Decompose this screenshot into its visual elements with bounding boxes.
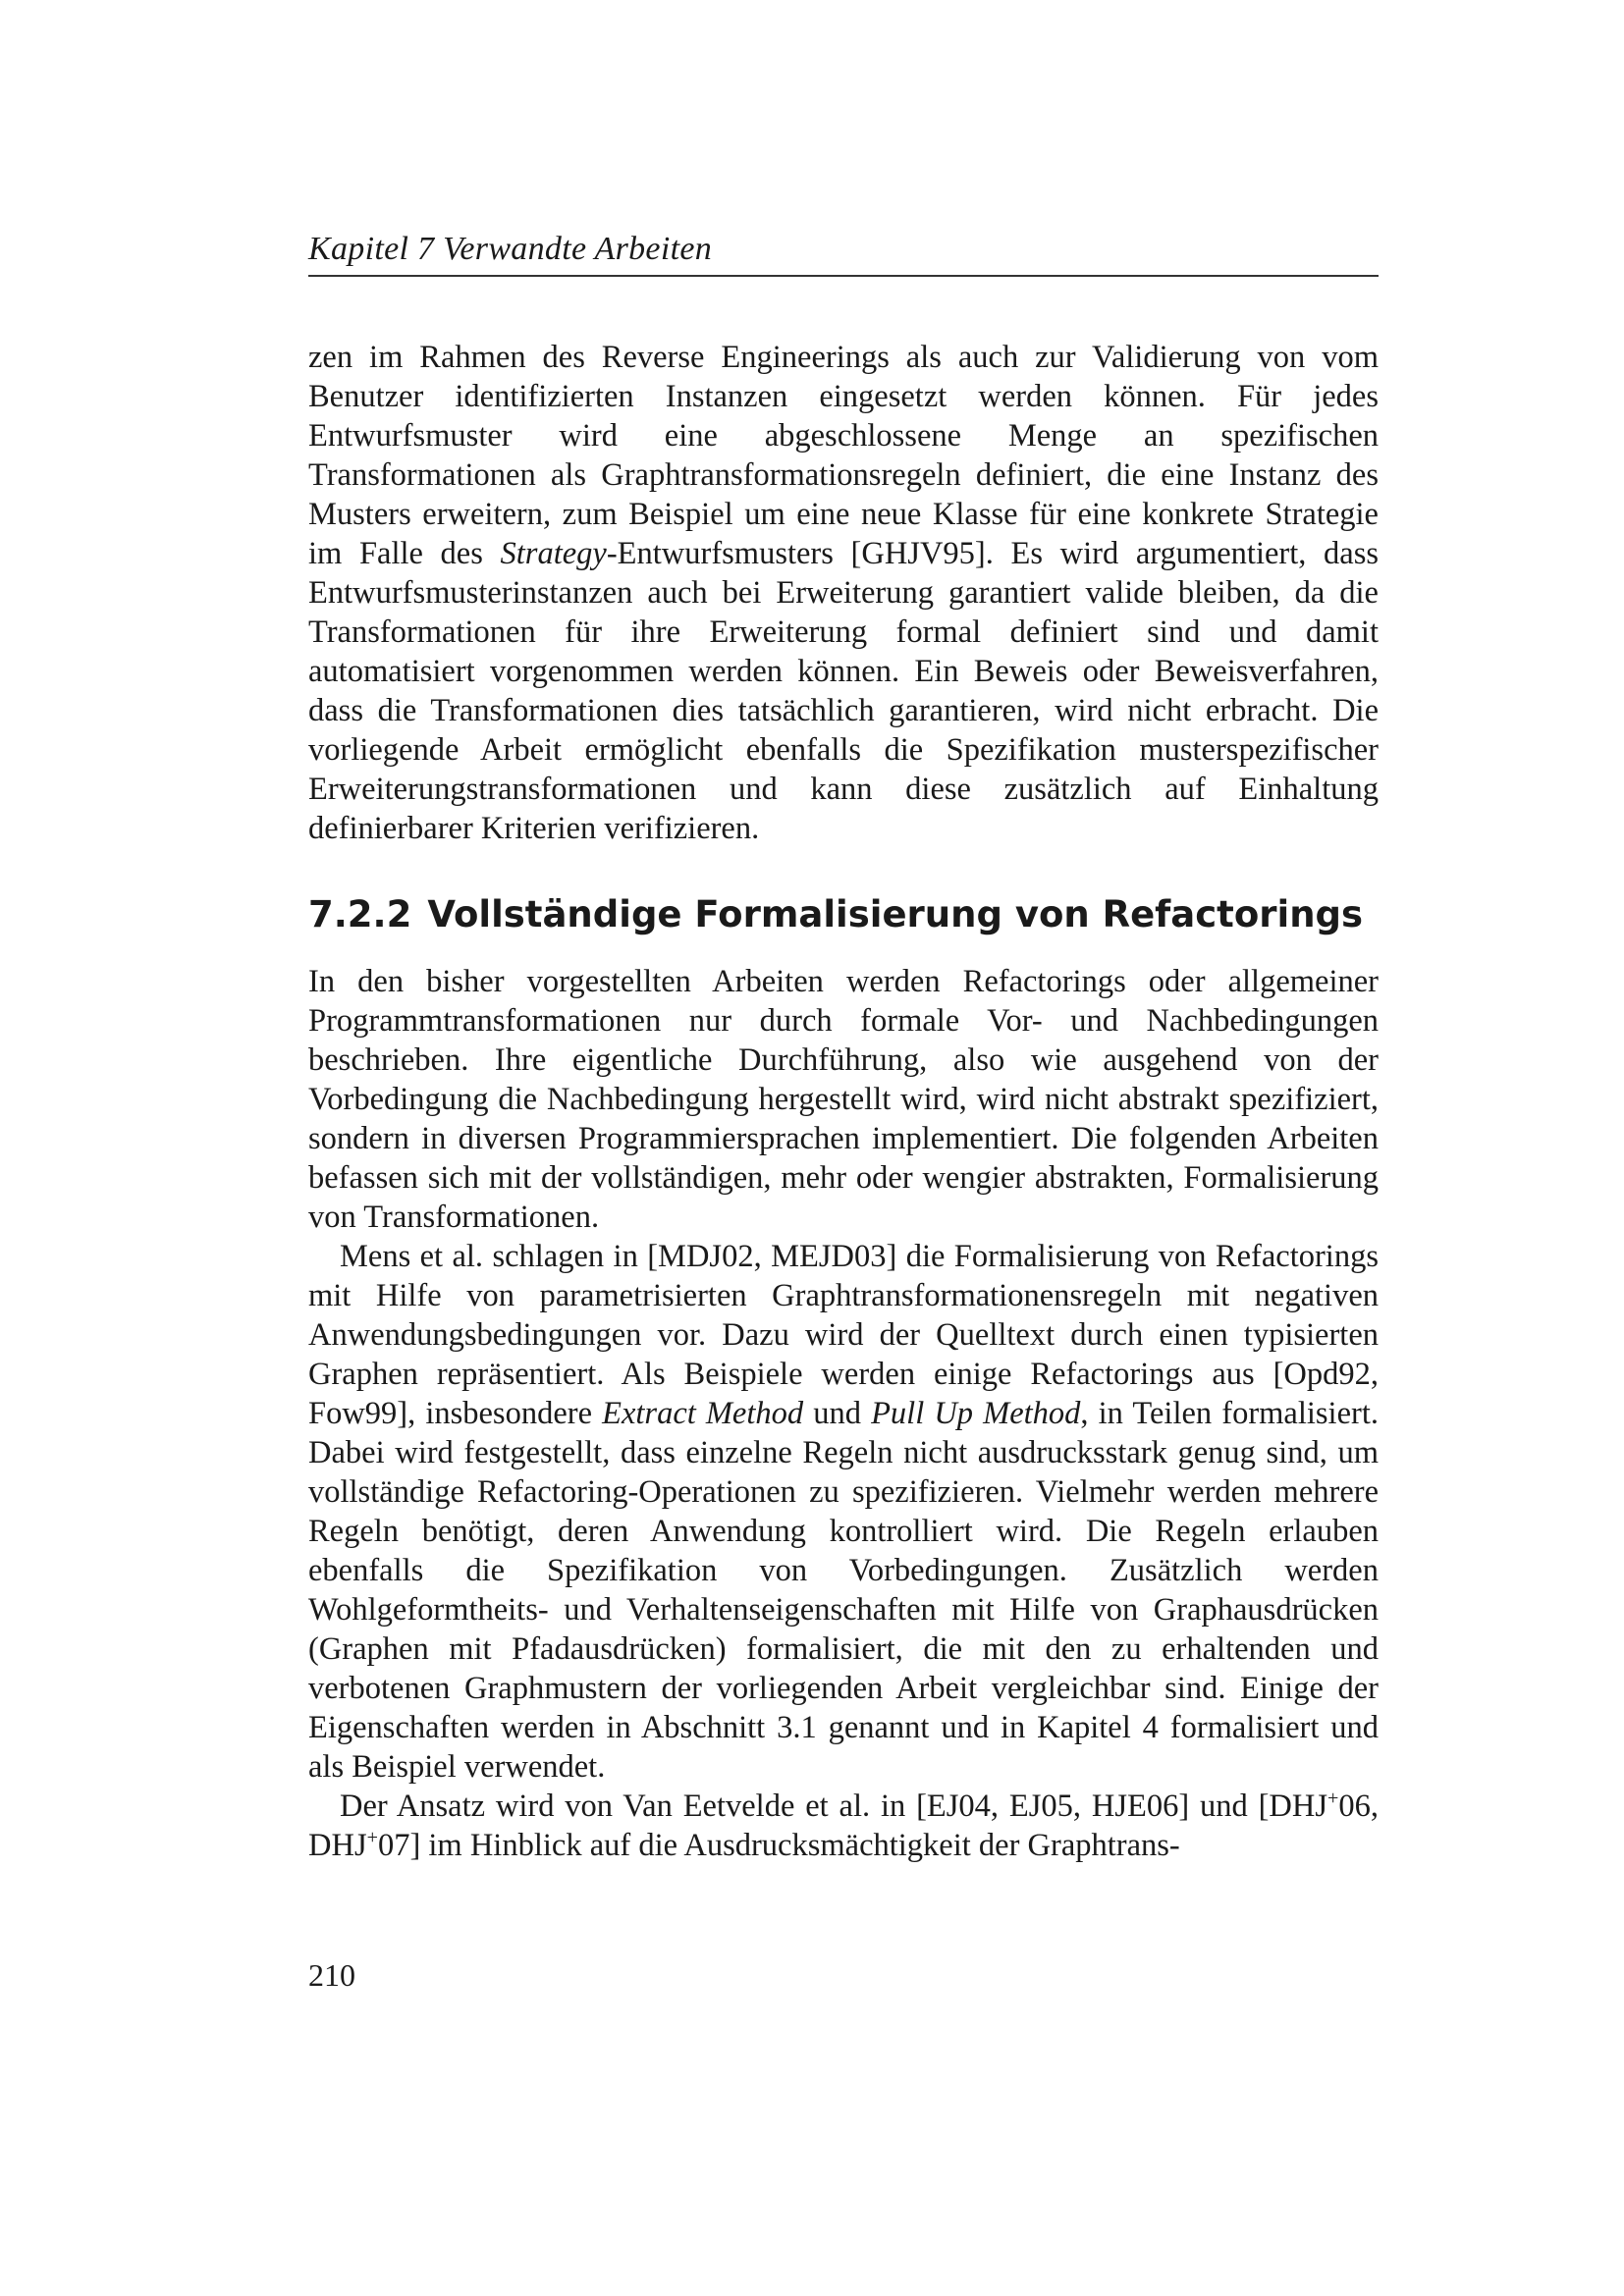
pull-up-method-term: Pull Up Method	[871, 1396, 1081, 1431]
section-heading	[308, 891, 1379, 938]
extract-method-term: Extract Method	[602, 1396, 804, 1431]
paragraph-3-text-b: und	[803, 1396, 872, 1431]
section-number: 7.2.2	[308, 893, 412, 935]
section-title: Vollständige Formalisierung von Refactorings	[427, 893, 1364, 935]
paragraph-4	[308, 1787, 1379, 1865]
strategy-term: Strategy	[500, 536, 607, 571]
paragraph-4-text-c: 07] im Hinblick auf die Ausdrucksmächtigkeit der Graphtrans-	[377, 1828, 1180, 1863]
paragraph-3	[308, 1237, 1379, 1787]
running-head: Kapitel 7 Verwandte Arbeiten	[308, 231, 713, 267]
paragraph-3-text-c: , in Teilen formalisiert. Dabei wird festgestellt, dass einzelne Regeln nicht ausdrucksstark genug sind, um vollständige Refactoring-Operationen zu spezifizieren. Vielmehr werden mehrere Regeln benötigt, deren Anwendung kontrolliert wird. Die Regeln erlauben ebenfalls die Spezifikation von Vorbedingungen. Zusätzlich werden Wohlgeformtheits- und Verhaltenseigenschaften mit Hilfe von Graphausdrücken (Graphen mit Pfadausdrücken) formalisiert, die mit den zu erhaltenden und verbotenen Graphmustern der vorliegenden Arbeit vergleichbar sind. Einige der Eigenschaften werden in Abschnitt 3.1 genannt und in Kapitel 4 formalisiert und als Beispiel verwendet.	[308, 1396, 1379, 1785]
paragraph-1	[308, 338, 1379, 848]
section-body	[308, 962, 1379, 1865]
paragraph-3-text-a: Mens et al. schlagen in [MDJ02, MEJD03] die Formalisierung von Refactorings mit Hilfe von parametrisierten Graphtransformationensregeln mit negativen Anwendungsbedingungen vor. Dazu wird der Quelltext durch einen typisierten Graphen repräsentiert. Als Beispiele werden einige Refactorings aus [Opd92, Fow99], insbesondere	[308, 1239, 1379, 1431]
superscript-plus-1: +	[1327, 1787, 1339, 1809]
paragraph-2: In den bisher vorgestellten Arbeiten werden Refactorings oder allgemeiner Programmtransformationen nur durch formale Vor- und Nachbedingungen beschrieben. Ihre eigentliche Durchführung, also wie ausgehend von der Vorbedingung die Nachbedingung hergestellt wird, wird nicht abstrakt spezifiziert, sondern in diversen Programmiersprachen implementiert. Die folgenden Arbeiten befassen sich mit der vollständigen, mehr oder wengier abstrakten, Formalisierung von Transformationen.	[308, 964, 1379, 1235]
superscript-plus-2: +	[366, 1826, 378, 1848]
paragraph-1-text-a: zen im Rahmen des Reverse Engineerings als auch zur Validierung von vom Benutzer identifizierten Instanzen eingesetzt werden können. Für jedes Entwurfsmuster wird eine abgeschlossene Menge an spezifischen Transformationen als Graphtransformationsregeln definiert, die eine Instanz des Musters erweitern, zum Beispiel um eine neue Klasse für eine konkrete Strategie im Falle des	[308, 340, 1379, 571]
header-rule	[308, 275, 1379, 277]
paragraph-4-text-b: 06, DHJ	[308, 1789, 1379, 1863]
paragraph-4-text-a: Der Ansatz wird von Van Eetvelde et al. in [EJ04, EJ05, HJE06] und [DHJ	[340, 1789, 1328, 1824]
paragraph-1-text-b: -Entwurfsmusters [GHJV95]. Es wird argumentiert, dass Entwurfsmusterinstanzen auch bei Erweiterung garantiert valide bleiben, da die Transformationen für ihre Erweiterung formal definiert sind und damit automatisiert vorgenommen werden können. Ein Beweis oder Beweisverfahren, dass die Transformationen dies tatsächlich garantieren, wird nicht erbracht. Die vorliegende Arbeit ermöglicht ebenfalls die Spezifikation musterspezifischer Erweiterungstransformationen und kann diese zusätzlich auf Einhaltung definierbarer Kriterien verifizieren.	[308, 536, 1379, 846]
page-number: 210	[308, 1957, 355, 1993]
